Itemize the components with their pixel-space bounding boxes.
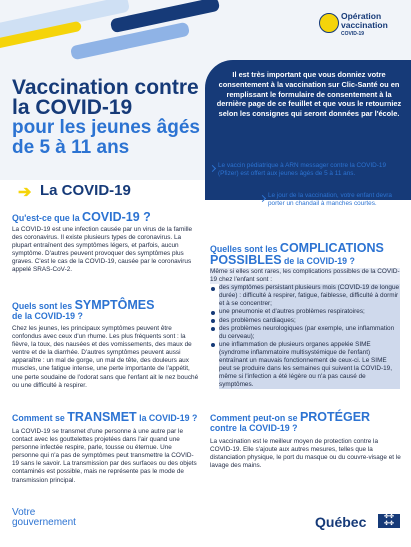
list-item: une inflammation de plusieurs organes appelée SIME (syndrome inflammatoire multisystémique de l'enfant) entraînant un mauvais fonctionnement de ceux-ci. Le SIME peut se produire dans les semaines qui suivent la COVID-19, même si l'infection a été légère ou n'a pas causé de symptômes. [219,341,400,390]
q-part: PROTÉGER [299,410,371,424]
section-complications-heading [210,243,405,267]
note-vaccine: Le vaccin pédiatrique à ARN messager contre la COVID-19 (Pfizer) est offert aux jeunes âgés de 5 à 11 ans. [218,162,387,177]
q-part: COVID-19 ? [82,210,151,224]
section-protect-text: La vaccination est le meilleur moyen de protection contre la COVID-19. Elle s'ajoute aux autres mesures, telles que la distanciation physique, le port du masque ou du couvre-visage et le lavage des mains. [210,438,401,470]
page-title [12,78,202,158]
note-sleeve: Le jour de la vaccination, votre enfant devra porter un chandail à manches courtes. [268,192,392,207]
list-item: des problèmes cardiaques; [219,317,400,325]
q-part: Quels sont les [12,301,75,311]
section-symptoms-text: Chez les jeunes, les principaux symptômes peuvent être confondus avec ceux d'un rhume. Les plus fréquents sont : la fièvre, la toux, des nausées et des vomissements, des maux de ventre et de la diarrhée. D'autres symptômes peuvent aussi apparaître : un mal de gorge, un mal de tête, des douleurs aux muscles, une fatigue intense, une perte importante de l'appétit, une perte soudaine de l'odorat sans que l'enfant ait le nez bouché ou une difficulté à respirer. [12,325,199,389]
section-protect-heading [210,412,405,433]
q-part: Comment se [12,413,68,423]
section-what-text: La COVID-19 est une infection causée par un virus de la famille des coronavirus. Il existe plusieurs types de coronavirus. La plupart entraînent des symptômes légers, et parfois, aucun symptôme. D'autres peuvent provoquer des symptômes plus graves. C'est le cas de la COVID-19, causée par le coronavirus appelé SRAS-CoV-2. [12,226,193,274]
quebec-logo: Québec [315,514,367,530]
title-line1: Vaccination contre la COVID-19 [12,76,199,119]
fleur-de-lis-icon: ✤✤ ✤✤ [378,514,400,528]
list-item: des problèmes neurologiques (par exemple, une inflammation du cerveau); [219,325,400,341]
vaccination-badge-icon [319,13,339,33]
q-part: Comment peut-on se [210,413,300,423]
operation-subtitle: COVID-19 [341,31,365,37]
consent-text: Il est très important que vous donniez votre consentement à la vaccination sur Clic-Santé ou en remplissant le formulaire de consentement à la dernière page de ce feuillet et que vous le retourniez selon les consignes qui seront données par l'école. [216,70,402,119]
section-transmit-text: La COVID-19 se transmet d'une personne à une autre par le contact avec les gouttelettes projetées dans l'air quand une personne infectée respire, parle, tousse ou éternue. Une personne qui n'a pas de symptômes peut transmettre la COVID-19 sans le savoir. La transmission par des surfaces ou des objets contaminés est possible, mais ne représente pas le mode de transmission principal. [12,428,197,484]
complications-intro: Même si elles sont rares, les complications possibles de la COVID-19 chez l'enfant sont : [210,268,400,284]
list-item: une pneumonie et d'autres problèmes respiratoires; [219,308,400,316]
q-part: de la COVID-19 ? [12,311,83,321]
covid-heading: La COVID-19 [40,182,131,199]
q-part: la COVID-19 ? [136,413,198,423]
arrow-right-icon: ➔ [18,184,32,201]
title-line2: pour les jeunes âgés de 5 à 11 ans [12,117,200,158]
list-item: des symptômes persistant plusieurs mois (COVID-19 de longue durée) : difficulté à respirer, fatigue, faiblesse, difficulté à dormir et à se concentrer; [219,284,400,308]
operation-title: Opération vaccination [341,11,388,30]
q-part: Quelles sont les [210,244,280,254]
q-part: TRANSMET [67,410,137,424]
footer-government: Votre gouvernement [12,507,76,528]
q-part: SYMPTÔMES [74,298,155,312]
q-part: Qu'est-ce que la [12,213,83,223]
q-part: contre la COVID-19 ? [210,423,298,433]
section-transmit-heading [12,412,207,423]
section-what-heading [12,212,202,223]
q-part: COMPLICATIONS POSSIBLES [210,241,384,267]
complications-list [210,284,400,389]
complications-body [210,268,400,389]
q-part: de la COVID-19 ? [281,256,355,266]
section-symptoms-heading [12,300,202,321]
